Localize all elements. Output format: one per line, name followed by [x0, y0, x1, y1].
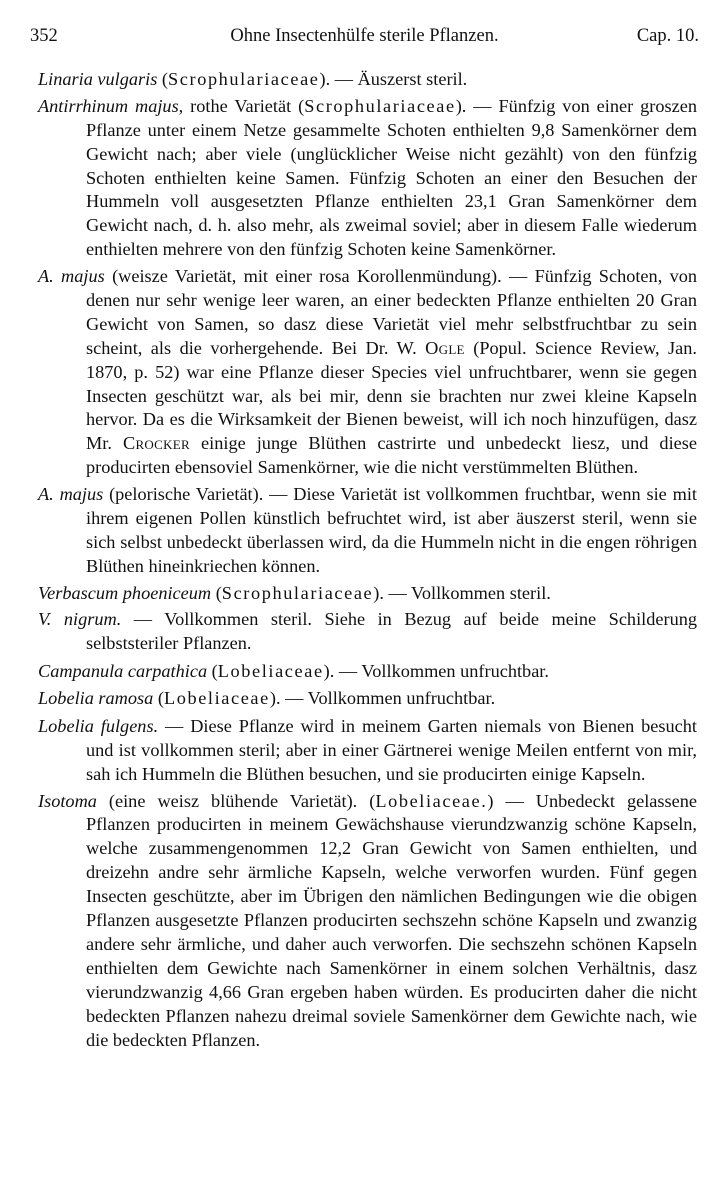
species-name: Isotoma	[38, 790, 97, 811]
species-name: A. majus	[38, 266, 105, 287]
entry-antirrhinum-majus-peloric	[38, 483, 697, 579]
entry-text: — Äuszerst steril.	[330, 69, 468, 89]
author-name: Crocker	[122, 433, 190, 454]
family-name: Scrophulariaceae	[221, 582, 374, 603]
chapter-label: Cap. 10.	[636, 26, 699, 46]
family-name: Lobeliaceae.	[375, 790, 488, 811]
page-header	[30, 26, 699, 56]
entry-text: (pelorische Varietät). — Diese Varietät ist vollkommen fruchtbar, wenn sie mit ihrem eigenen Pollen künstlich befruchtet wird, ist aber äuszerst steril, wenn sie sich selbst unbedeckt überlassen wird, da die Hummeln nicht in die engen röhrigen Blüthen hineinkriechen können.	[86, 484, 698, 576]
species-name: Antirrhinum majus,	[38, 95, 184, 116]
entry-text: — Vollkommen steril. Siehe in Bezug auf beide meine Schilderung selbststeriler Pflanzen.	[86, 609, 697, 654]
page-body	[38, 68, 697, 1052]
species-name: Verbascum phoeniceum	[38, 582, 212, 603]
entry-verbascum-phoeniceum: Verbascum phoeniceum (Scrophulariaceae). — Vollkommen steril.	[38, 582, 551, 603]
entry-text: (weisze Varietät, mit einer rosa Korollenmündung). — Fünfzig Schoten, von denen nur sehr wenige leer waren, an einer bedeckten Pflanze enthielten 20 Gran Gewicht von Samen, so dasz diese Varietät viel mehr selbstfruchtbar zu sein scheint, als die vorhergehende. Bei Dr. W.	[86, 266, 698, 358]
page-number: 352	[30, 26, 58, 46]
entry-lobelia-fulgens	[38, 715, 697, 787]
entry-verbascum-nigrum	[38, 608, 697, 656]
entry-lobelia-ramosa: Lobelia ramosa (Lobeliaceae). — Vollkommen unfruchtbar.	[38, 688, 496, 708]
entry-text: — Vollkommen steril.	[383, 582, 551, 603]
species-name: Lobelia ramosa	[38, 688, 154, 708]
species-name: A. majus	[38, 484, 104, 505]
entry-text: — Diese Pflanze wird in meinem Garten niemals von Bienen besucht und ist vollkommen steril; aber in einer Gärtnerei wenige Meilen entfernt von mir, sah ich Hummeln die Blüthen besuchen, und sie producirten einige Kapseln.	[86, 715, 697, 784]
species-name: Lobelia fulgens.	[38, 715, 159, 736]
entry-text: (eine weisz blühende Varietät). (	[96, 790, 376, 811]
entry-antirrhinum-majus-red: Antirrhinum majus, rothe Varietät (Scrophulariaceae). — Fünfzig von einer groszen Pflanze unter einem Netze gesammelte Schoten enthielten 9,8 Samenkörner dem Gewicht nach; aber viele (unglücklicher Weise nicht gezählt) von den fünfzig Schoten enthielten keine Samen. Fünfzig Schoten an einer den Besuchen der Hummeln voll ausgesetzten Pflanze enthielten 23,1 Gran Samenkörner dem Gewicht nach, d. h. also mehr, als zweimal soviel; aber in diesem Falle wiederum enthielten mehrere von den fünfzig Schoten keine Samenkörner.	[38, 95, 697, 260]
entry-text: — Fünfzig von einer groszen Pflanze unter einem Netze gesammelte Schoten enthielten 9,8 Samenkörner dem Gewicht nach; aber viele (unglücklicher Weise nicht gezählt) von den fünfzig Schoten enthielten keine Samen. Fünfzig Schoten an einer den Besuchen der Hummeln voll ausgesetzten Pflanze enthielten 23,1 Gran Samenkörner dem Gewicht nach, d. h. also mehr, als zweimal soviel; aber in diesem Falle wiederum enthielten mehrere von den fünfzig Schoten keine Samenkörner.	[86, 95, 697, 260]
species-name: Campanula carpathica	[38, 661, 208, 682]
species-name: V. nigrum.	[38, 609, 122, 630]
entry-text: — Unbedeckt gelassene Pflanzen producirten in meinem Gewächshause vierundzwanzig schöne Kapseln, welche zusammengenommen 12,2 Gran Gewicht von Samen enthielten, und dreizehn andre sehr ärmliche Kapseln, welche verworfen wurden. Fünf gegen Insecten geschützte, aber im Übrigen den nämlichen Bedingungen wie die obigen Pflanzen ausgesetzte Pflanzen producirten sechszehn schöne Kapseln und zwanzig andere sehr ärmliche, und daher auch verworfen. Die sechszehn schönen Kapseln enthielten dem Gewichte nach Samenkörner in einem solchen Verhältnis, dasz vierundzwanzig 4,66 Gran ergeben haben würden. Es producirten daher die nicht bedeckten Pflanzen nahezu dreimal soviele Samenkörner dem Gewichte nach, wie die bedeckten Pflanzen.	[86, 790, 697, 1050]
entry-text: rothe Varietät (	[183, 95, 305, 116]
entry-text: (Popul. Science Review, Jan. 1870, p. 52) war eine Pflanze dieser Species viel unfruchtbarer, wenn sie gegen Insecten geschützt war, als bei mir, denn sie brachten nur zwei kleine Kapseln hervor. Da es die Wirksamkeit der Bienen beweist, will ich noch hinzufügen, dasz Mr.	[86, 337, 697, 454]
author-name: Ogle	[425, 337, 465, 358]
entry-text: — Vollkommen unfruchtbar.	[334, 661, 549, 682]
family-name: Lobeliaceae	[217, 661, 324, 682]
entry-text: einige junge Blüthen castrirte und unbedeckt liesz, und diese producirten ebensoviel Samenkörner, wie die nicht verstümmelten Blüthen.	[86, 433, 697, 478]
entry-text: — Vollkommen unfruchtbar.	[280, 688, 496, 708]
family-name: Scrophulariaceae	[168, 69, 320, 89]
family-name: Lobeliaceae	[163, 688, 270, 708]
species-name: Linaria vulgaris	[38, 69, 158, 89]
family-name: Scrophulariaceae	[304, 95, 456, 116]
entry-isotoma: Isotoma (eine weisz blühende Varietät). (Lobeliaceae.) — Unbedeckt gelassene Pflanzen producirten in meinem Gewächshause vierundzwanzig schöne Kapseln, welche zusammengenommen 12,2 Gran Gewicht von Samen enthielten, und dreizehn andre sehr ärmliche Kapseln, welche verworfen wurden. Fünf gegen Insecten geschützte, aber im Übrigen den nämlichen Bedingungen wie die obigen Pflanzen ausgesetzte Pflanzen producirten sechszehn schöne Kapseln und zwanzig andere sehr ärmliche, und daher auch verworfen. Die sechszehn schönen Kapseln enthielten dem Gewichte nach Samenkörner in einem solchen Verhältnis, dasz vierundzwanzig 4,66 Gran ergeben haben würden. Es producirten daher die nicht bedeckten Pflanzen nahezu dreimal soviele Samenkörner dem Gewichte nach, wie die bedeckten Pflanzen.	[38, 790, 697, 1050]
entry-antirrhinum-majus-white	[38, 265, 697, 480]
running-title: Ohne Insectenhülfe sterile Pflanzen.	[230, 26, 499, 46]
entry-campanula-carpathica: Campanula carpathica (Lobeliaceae). — Vollkommen unfruchtbar.	[38, 661, 549, 682]
entry-linaria-vulgaris: Linaria vulgaris (Scrophulariaceae). — Äuszerst steril.	[38, 69, 468, 89]
